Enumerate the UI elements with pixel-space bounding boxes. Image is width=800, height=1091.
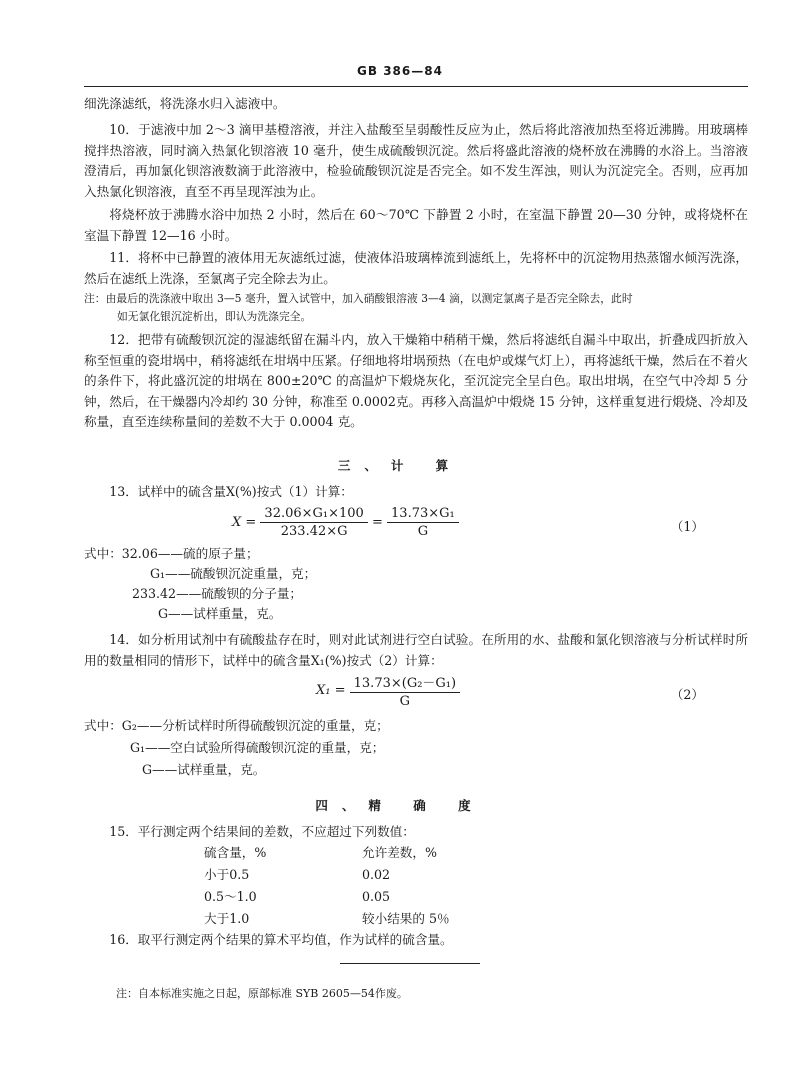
formula-2-fraction (350, 672, 460, 709)
formula-1 (232, 506, 459, 539)
formula-1-lhs: X = (232, 515, 257, 530)
paragraph-16: 16．取平行测定两个结果的算术平均值，作为试样的硫含量。 (109, 932, 453, 947)
tolerance-table-header (204, 842, 450, 864)
note-11-line-2: 如无氯化银沉淀析出，即认为洗涤完全。 (117, 309, 312, 323)
paragraph-13: 13．试样中的硫含量X(%)按式（1）计算： (109, 484, 353, 499)
section-3-title: 三、计 算 (337, 458, 463, 473)
tolerance-row (204, 886, 450, 908)
where-2-line-3: G——试样重量，克。 (142, 762, 266, 777)
formula-2-numerator: 13.73×(G₂－G₁) (350, 672, 460, 693)
tolerance-header-content: 硫含量，% (204, 845, 267, 860)
where-1-line-1: 式中：32.06——硫的原子量； (84, 546, 259, 561)
where-2-line-1: 式中：G₂——分析试样时所得硫酸钡沉淀的重量，克； (84, 718, 389, 733)
tolerance-row-diff: 0.02 (362, 867, 391, 882)
where-1-line-2: G₁——硫酸钡沉淀重量，克； (150, 566, 317, 581)
formula-1-equals: = (371, 515, 383, 530)
page-header-code: GB 386—84 (357, 64, 443, 78)
tolerance-table (204, 842, 450, 930)
formula-2-lhs: X₁ = (316, 683, 346, 698)
paragraph-14: 14．如分析用试剂中有硫酸盐存在时，则对此试剂进行空白试验。在所用的水、盐酸和氯化钡溶液与分析试样时所用的数量相同的情形下，试样中的硫含量X₁(%)按式（2）计算： (84, 632, 748, 668)
formula-1-numerator-b: 13.73×G₁ (387, 506, 459, 523)
paragraph-12: 12．把带有硫酸钡沉淀的湿滤纸留在漏斗内，放入干燥箱中稍稍干燥，然后将滤纸自漏斗中取出，折叠成四折放入称至恒重的瓷坩埚中，稍将滤纸在坩埚中压紧。仔细地将坩埚预热（在电炉或煤气灯上），再将滤纸干燥，然后在不着火的条件下，将此盛沉淀的坩埚在 800±20℃ 的高温炉下煅烧灰化，至沉淀完全呈白色。取出坩埚，在空气中冷却 5 分钟，然后，在干燥器内冷却约 30 分钟，称准至 0.0002克。再移入高温炉中煅烧 15 分钟，这样重复进行煅烧、冷却及称量，直至连续称量间的差数不大于 0.0004 克。 (84, 332, 748, 430)
note-11 (84, 290, 748, 325)
formula-2 (316, 672, 460, 709)
formula-1-number: （1） (670, 519, 704, 534)
tolerance-row-content: 大于1.0 (204, 911, 250, 926)
paragraph-15: 15．平行测定两个结果间的差数，不应超过下列数值： (109, 824, 415, 839)
formula-1-denominator-a: 233.42×G (280, 524, 348, 539)
paragraph-continuation: 细洗涤滤纸，将洗涤水归入滤液中。 (84, 96, 286, 111)
tolerance-row-content: 0.5～1.0 (204, 889, 257, 904)
formula-1-numerator-a: 32.06×G₁×100 (260, 506, 367, 523)
formula-2-denominator: G (399, 694, 411, 709)
footnote: 注：自本标准实施之日起，原部标准 SYB 2605—54作废。 (116, 987, 408, 1000)
formula-2-number: （2） (670, 687, 704, 702)
section-4-title: 四、精 确 度 (315, 798, 485, 813)
where-2-line-2: G₁——空白试验所得硫酸钡沉淀的重量，克； (130, 740, 385, 755)
paragraph-10: 10．于滤液中加 2～3 滴甲基橙溶液，并注入盐酸至呈弱酸性反应为止，然后将此溶液加热至将近沸腾。用玻璃棒搅拌热溶液，同时滴入热氯化钡溶液 10 毫升，使生成硫酸钡沉淀。然后将盛此溶液的烧杯放在沸腾的水浴上。当溶液澄清后，再加氯化钡溶液数滴于此溶液中，检验硫酸钡沉淀是否完全。如不发生浑浊，则认为沉淀完全。否则，应再加入热氯化钡溶液，直至不再呈现浑浊为止。 (84, 122, 748, 199)
paragraph-11: 11．将杯中已静置的液体用无灰滤纸过滤，使液体沿玻璃棒流到滤纸上，先将杯中的沉淀物用热蒸馏水倾泻洗涤，然后在滤纸上洗涤，至氯离子完全除去为止。 (84, 250, 748, 286)
tolerance-row-content: 小于0.5 (204, 867, 250, 882)
tolerance-row-diff: 0.05 (362, 889, 391, 904)
footnote-separator (340, 963, 480, 964)
tolerance-row (204, 864, 450, 886)
formula-1-fraction-a (260, 506, 367, 539)
tolerance-row-diff: 较小结果的 5％ (362, 911, 450, 926)
where-1-line-3: 233.42——硫酸钡的分子量； (132, 586, 303, 601)
formula-1-fraction-b (387, 506, 459, 539)
paragraph-10-heating: 将烧杯放于沸腾水浴中加热 2 小时，然后在 60～70℃ 下静置 2 小时，在室温下静置 20—30 分钟，或将烧杯在室温下静置 12—16 小时。 (84, 207, 748, 243)
header-rule (84, 86, 748, 87)
where-1-line-4: G——试样重量，克。 (158, 606, 282, 621)
tolerance-header-diff: 允许差数，% (362, 845, 437, 860)
note-11-line-1: 注：由最后的洗涤液中取出 3—5 毫升，置入试管中，加入硝酸银溶液 3—4 滴，以测定氯离子是否完全除去，此时 (84, 292, 633, 305)
tolerance-row (204, 908, 450, 930)
formula-1-denominator-b: G (417, 524, 429, 539)
